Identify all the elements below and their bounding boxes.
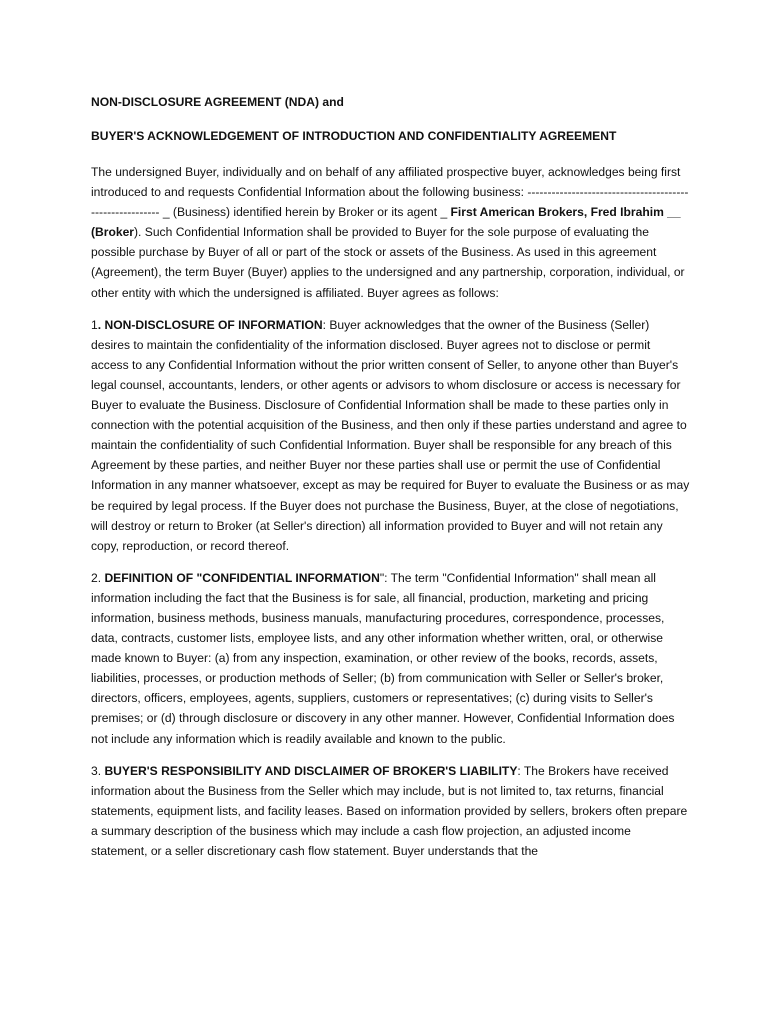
section-2-body: ": The term "Confidential Information" shall mean all information including the fact that the Business is for sale, all financial, production, marketing and pricing information, business methods, business manuals, manufacturing procedures, correspondence, processes, data, contracts, customer lists, employee lists, and any other information whether written, oral, or otherwise made known to Buyer: (a) from any inspection, examination, or other review of the books, records, assets, liabilities, processes, or production methods of Seller; (b) from communication with Seller or Seller's broker, directors, officers, employees, agents, suppliers, customers or representatives; (c) during visits to Seller's premises; or (d) through disclosure or discovery in any other manner. However, Confidential Information does not include any information which is readily available and known to the public. bbox=[91, 570, 675, 746]
section-3-heading: BUYER'S RESPONSIBILITY AND DISCLAIMER OF BROKER'S LIABILITY bbox=[104, 763, 518, 778]
intro-text-part-1: The undersigned Buyer, individually and on behalf of any affiliated prospective buyer, acknowledges being first introduced to and requests Confidential Information about the following business: --------------------------------------------------------- _ (Business) identified herein by Broker or its agent _ bbox=[91, 165, 689, 220]
broker-name: First American Brokers, Fred Ibrahim __ (Broker bbox=[91, 205, 681, 240]
intro-paragraph bbox=[91, 162, 690, 303]
document-title-line-1: NON-DISCLOSURE AGREEMENT (NDA) and bbox=[91, 95, 344, 109]
section-2-paragraph bbox=[91, 568, 690, 749]
section-3-body: : The Brokers have received information about the Business from the Seller which may include, but is not limited to, tax returns, financial statements, equipment lists, and facility leases. Based on information provided by sellers, brokers often prepare a summary description of the business which may include a cash flow projection, an adjusted income statement, or a seller discretionary cash flow statement. Buyer understands that the bbox=[91, 763, 688, 858]
section-2-number: 2. bbox=[91, 570, 105, 585]
section-1-heading: . NON-DISCLOSURE OF INFORMATION bbox=[97, 317, 323, 332]
section-3-number: 3. bbox=[91, 763, 105, 778]
section-3-paragraph bbox=[91, 761, 690, 861]
document-title-line-2: BUYER'S ACKNOWLEDGEMENT OF INTRODUCTION AND CONFIDENTIALITY AGREEMENT bbox=[91, 129, 617, 143]
section-2-heading: DEFINITION OF "CONFIDENTIAL INFORMATION bbox=[104, 570, 380, 585]
intro-text-part-2: ). Such Confidential Information shall be provided to Buyer for the sole purpose of evaluating the possible purchase by Buyer of all or part of the stock or assets of the Business. As used in this agreement (Agreement), the term Buyer (Buyer) applies to the undersigned and any partnership, corporation, individual, or other entity with which the undersigned is affiliated. Buyer agrees as follows: bbox=[91, 225, 685, 300]
section-1-number: 1 bbox=[91, 317, 98, 332]
section-1-paragraph bbox=[91, 315, 690, 556]
section-1-body: : Buyer acknowledges that the owner of the Business (Seller) desires to maintain the confidentiality of the information disclosed. Buyer agrees not to disclose or permit access to any Confidential Information without the prior written consent of Seller, to anyone other than Buyer's legal counsel, accountants, lenders, or other agents or advisors to whom disclosure or access is necessary for Buyer to evaluate the Business. Disclosure of Confidential Information shall be made to these parties only in connection with the potential acquisition of the Business, and then only if these parties understand and agree to maintain the confidentiality of such Confidential Information. Buyer shall be responsible for any breach of this Agreement by these parties, and neither Buyer nor these parties shall use or permit the use of Confidential Information in any manner whatsoever, except as may be required for Buyer to evaluate the Business or as may be required by legal process. If the Buyer does not purchase the Business, Buyer, at the close of negotiations, will destroy or return to Broker (at Seller's direction) all information provided to Buyer and will not retain any copy, reproduction, or record thereof. bbox=[91, 317, 690, 553]
